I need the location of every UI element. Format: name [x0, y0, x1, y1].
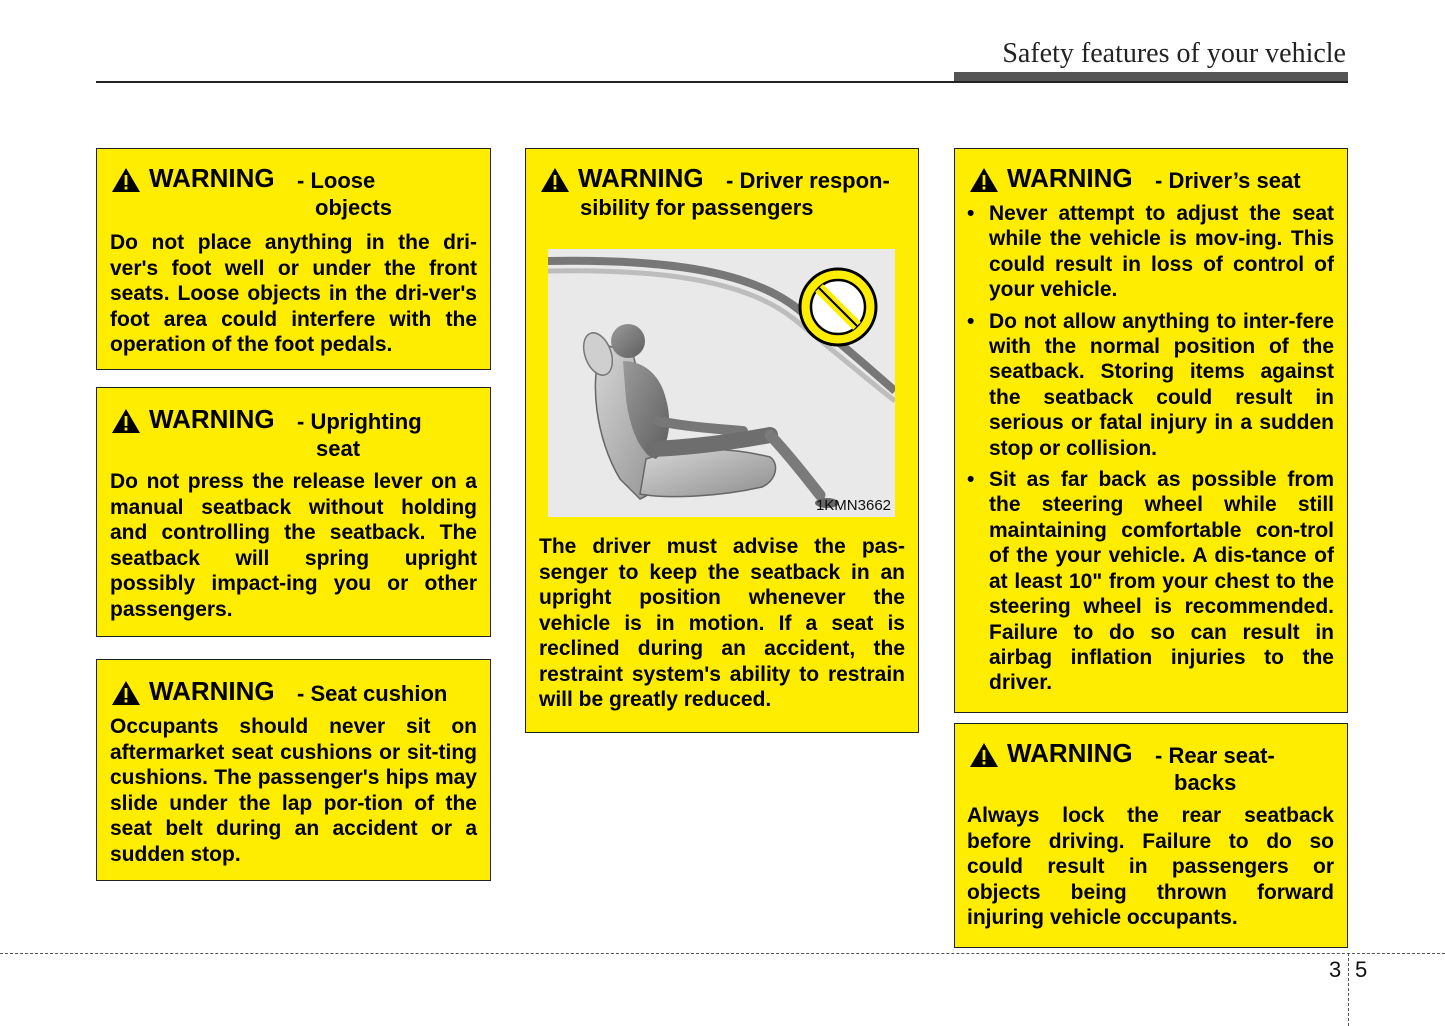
warning-subtitle: - Uprighting: [297, 409, 422, 434]
warning-title: [540, 165, 910, 221]
warning-subtitle-cont: objects: [315, 195, 393, 220]
warning-body: The driver must advise the pas-senger to keep the seatback in an upright position whenever the vehicle is in motion. If a seat is reclined during an accident, the restraint system's ability to restrain will be greatly reduced.: [539, 535, 905, 711]
warning-triangle-icon: [111, 167, 141, 193]
warning-label: WARNING: [578, 163, 704, 193]
warning-box-uprighting-seat: [96, 387, 491, 637]
warning-box-rear-seatbacks: [954, 723, 1348, 948]
figure-code: 1KMN3662: [815, 497, 891, 514]
warning-subtitle: - Loose: [297, 168, 376, 193]
warning-label: WARNING: [149, 163, 275, 193]
footer-page-divider: [1348, 953, 1349, 1026]
bullet-list: [967, 201, 1334, 702]
warning-label: WARNING: [1007, 738, 1133, 768]
warning-title: [969, 165, 1339, 195]
warning-body: Do not place anything in the dri-ver's foot well or under the front seats. Loose objects in the dri-ver's foot area could interfere with the operation of the foot pedals.: [110, 231, 477, 356]
chapter-number: 3: [1329, 957, 1342, 982]
bullet-item: • Do not allow anything to inter-fere with the normal position of the seatback. Storing items against the seatback could result in serious or fatal injury in a sudden stop or collision.: [967, 309, 1334, 461]
warning-body: Occupants should never sit on aftermarket seat cushions or sit-ting cushions. The passenger's hips may slide under the lap por-tion of the seat belt during an accident or a sudden stop.: [110, 715, 477, 866]
warning-label: WARNING: [1007, 163, 1133, 193]
warning-title: [111, 406, 481, 462]
warning-box-seat-cushion: [96, 659, 491, 881]
warning-body: Always lock the rear seatback before driving. Failure to do so could result in passengers or objects being thrown forward injuring vehicle occupants.: [967, 804, 1334, 929]
warning-title: [969, 740, 1339, 796]
warning-label: WARNING: [149, 404, 275, 434]
warning-body: Do not press the release lever on a manual seatback without holding and controlling the seatback. The seatback will spring upright possibly impact-ing you or other passengers.: [110, 470, 477, 621]
reclined-seat-illustration: [548, 249, 895, 517]
warning-box-loose-objects: [96, 148, 491, 370]
footer-dashed-rule: [0, 953, 1445, 954]
bullet-item: • Never attempt to adjust the seat while the vehicle is mov-ing. This could result in loss of control of your vehicle.: [967, 201, 1334, 303]
warning-triangle-icon: [969, 167, 999, 193]
warning-subtitle: - Rear seat-: [1155, 743, 1275, 768]
warning-title: [111, 165, 481, 221]
warning-subtitle-cont: sibility for passengers: [580, 195, 814, 220]
warning-subtitle: - Seat cushion: [297, 681, 448, 706]
header-rule: [96, 81, 1348, 83]
warning-subtitle: - Driver’s seat: [1155, 168, 1301, 193]
bullet-item: • Sit as far back as possible from the steering wheel while still maintaining comfortable con-trol of the your vehicle. A dis-tance of at least 10" from your chest to the steering wheel is recommended. Failure to do so can result in airbag inflation injuries to the driver.: [967, 467, 1334, 696]
warning-box-drivers-seat: [954, 148, 1348, 713]
warning-subtitle: - Driver respon-: [726, 168, 890, 193]
warning-subtitle-cont: seat: [316, 436, 361, 461]
section-title: Safety features of your vehicle: [1002, 38, 1346, 69]
warning-subtitle-cont: backs: [1174, 770, 1237, 795]
page-number: 5: [1355, 957, 1368, 982]
warning-triangle-icon: [540, 167, 570, 193]
reclined-seat-drawing: [548, 249, 895, 517]
warning-triangle-icon: [111, 408, 141, 434]
warning-triangle-icon: [111, 680, 141, 706]
warning-label: WARNING: [149, 676, 275, 706]
warning-triangle-icon: [969, 742, 999, 768]
warning-title: [111, 678, 481, 708]
